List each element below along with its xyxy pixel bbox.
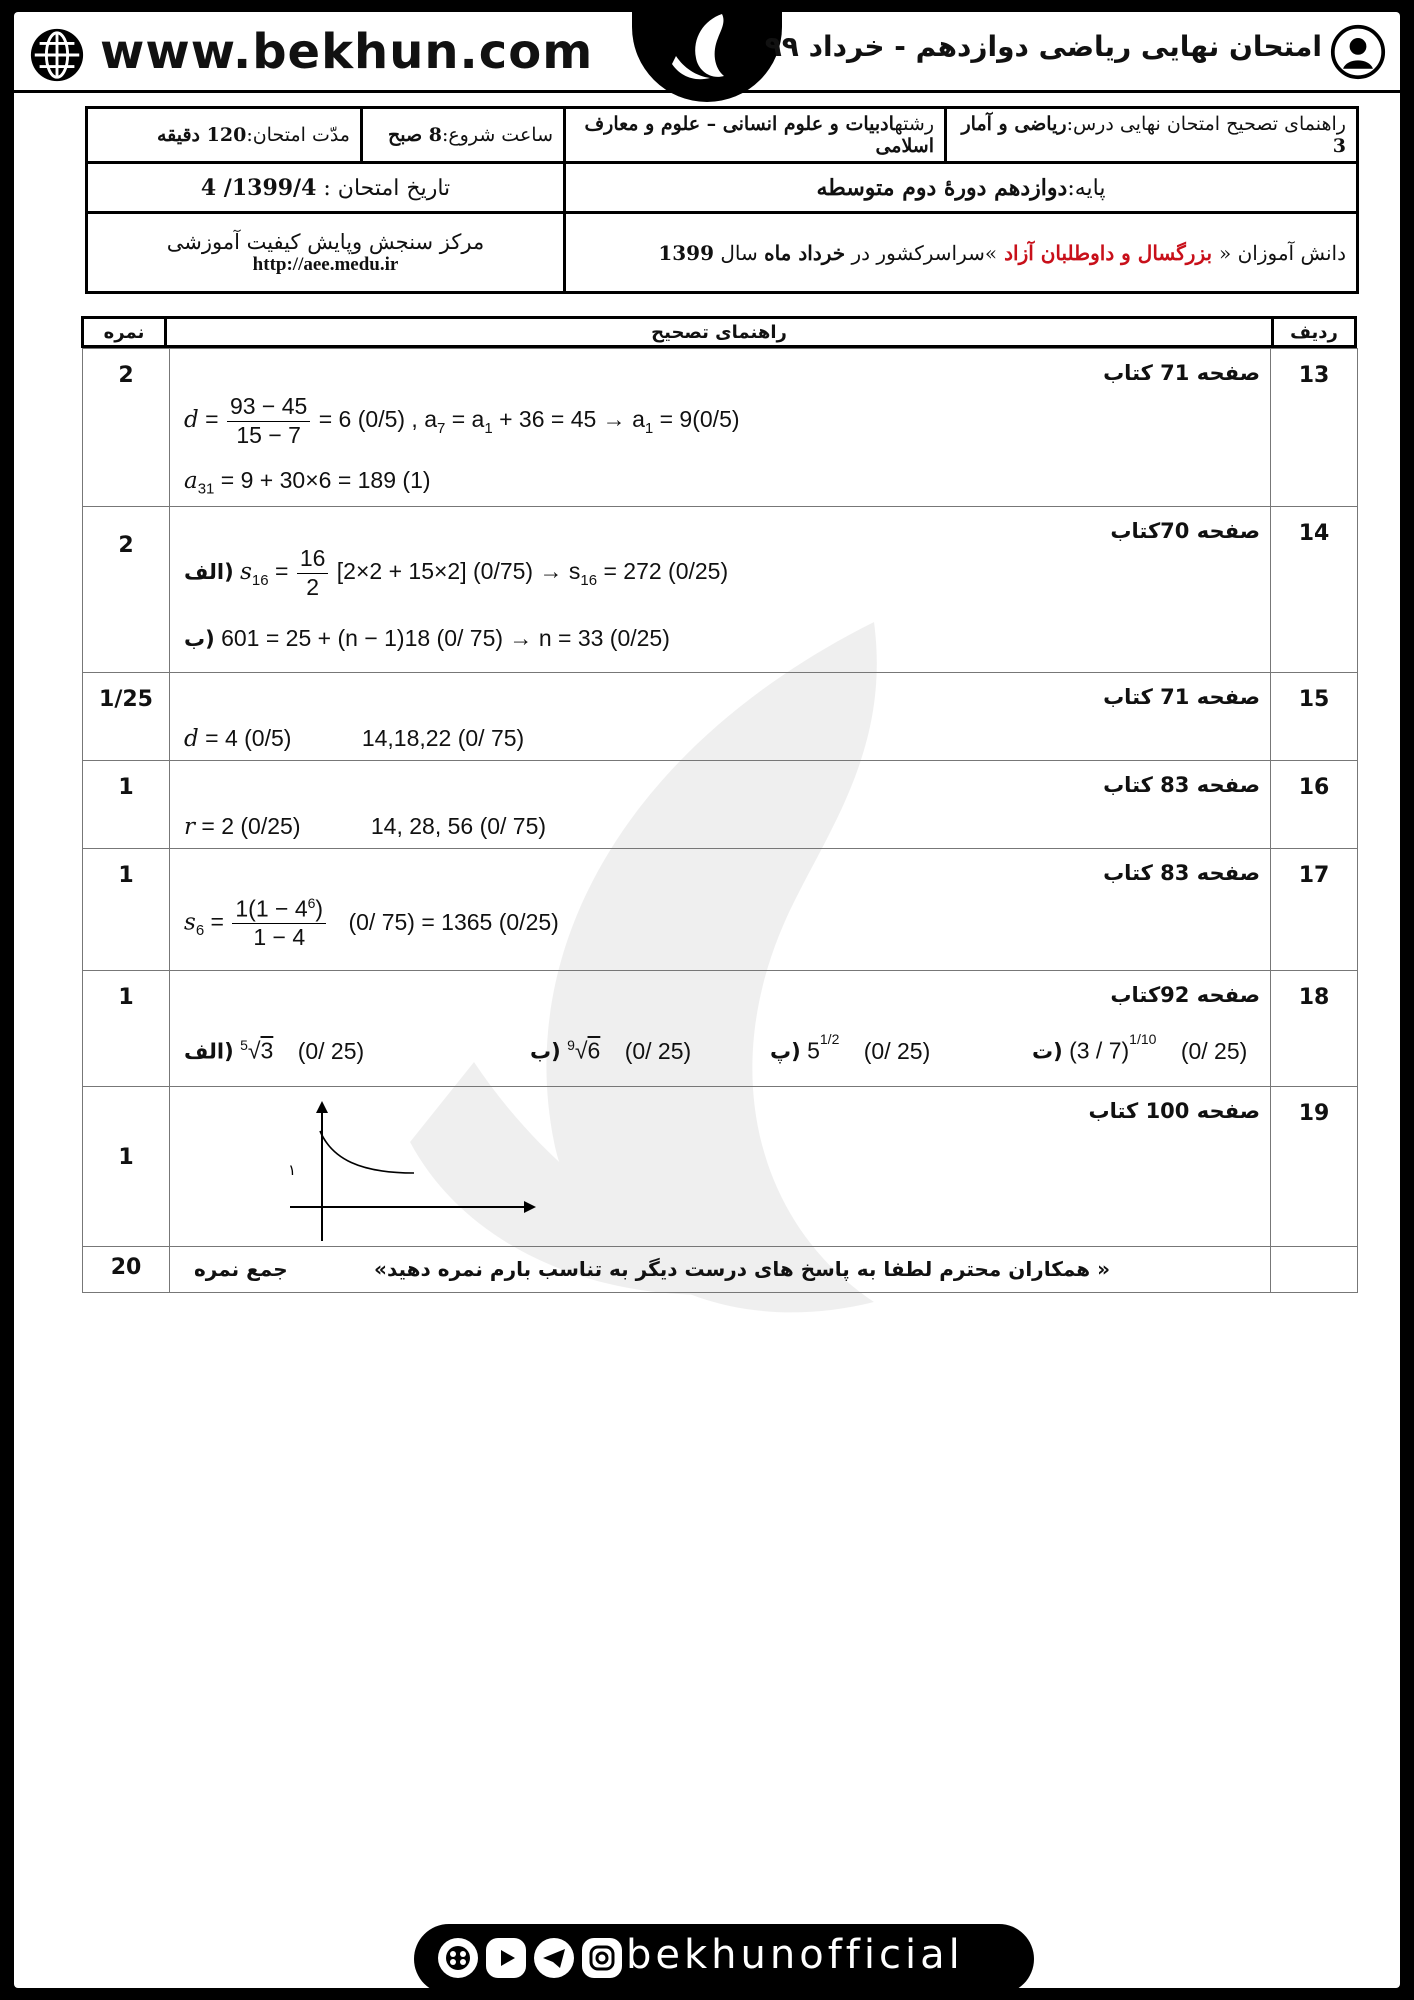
column-header (81, 316, 1357, 348)
globe-icon (28, 26, 86, 84)
frac-num: 16 (297, 545, 329, 574)
row-body (170, 349, 1271, 507)
part-label: (الف (184, 1039, 234, 1064)
youtube-icon[interactable] (486, 1938, 526, 1978)
math-item: (ب $^9$√6 (0/ 25) (530, 1037, 692, 1064)
row-body (170, 507, 1271, 673)
power-exp: 1/2 (819, 1031, 840, 1047)
math-item (770, 1031, 931, 1065)
table-row (83, 849, 1358, 971)
power-base: (3 / 7) (1069, 1037, 1130, 1064)
col-score: نمره (83, 318, 166, 347)
decay-curve (320, 1131, 414, 1173)
row-number: 13 (1271, 349, 1358, 507)
frac-num-close: ) (315, 895, 324, 922)
social-handle[interactable]: bekhunofficial (626, 1932, 964, 1978)
brand-logo (632, 12, 782, 102)
table-row (83, 673, 1358, 761)
row-body (170, 1087, 1271, 1247)
math-text: (0/ 25) (1180, 1037, 1248, 1064)
date-label: تاریخ امتحان : (323, 175, 451, 201)
radicand: 6 (587, 1037, 601, 1064)
row-body (170, 673, 1271, 761)
math-text: + 36 = 45 → a (499, 406, 645, 433)
exponential-graph (280, 1095, 550, 1243)
row-number: 16 (1271, 761, 1358, 849)
col-row: ردیف (1273, 318, 1356, 347)
math-text: 601 = 25 + (n − 1)18 (0/ 75) → n = 33 (0/25) (221, 625, 670, 651)
x-axis-arrow-icon (524, 1201, 536, 1213)
table-row (83, 971, 1358, 1087)
root-index: 9 (567, 1037, 575, 1053)
course-name: ریاضی و آمار 3 (961, 113, 1346, 157)
math-text: = 6 (0/5) (318, 406, 406, 433)
site-url[interactable]: www.bekhun.com (100, 24, 594, 80)
power-base: 5 (807, 1037, 820, 1064)
total-label: جمع نمره (194, 1257, 288, 1281)
math-line: $s_6$ = $\frac{1(1 - 4^6)}{1 - 4}$ (0/ 75) = 1365 (0/25) (184, 895, 559, 951)
math-text: = a (451, 406, 485, 433)
table-row (83, 349, 1358, 507)
page (14, 12, 1400, 1988)
row-body (170, 849, 1271, 971)
course-cell (946, 108, 1358, 163)
book-ref: صفحه 71 کتاب (1103, 361, 1260, 385)
aparat-icon[interactable] (438, 1938, 478, 1978)
page-title: امتحان نهایی ریاضی دوازدهم - خرداد ۹۹ (764, 30, 1322, 63)
math-line: r = 2 (0/25) 14, 28, 56 (0/ 75) (184, 813, 547, 840)
part-label: (ب (184, 627, 215, 651)
book-ref: صفحه 83 کتاب (1103, 861, 1260, 885)
social-icons (438, 1938, 622, 1978)
row-score: 1 (83, 849, 170, 971)
footer-empty-cell (1271, 1247, 1358, 1293)
row-number: 19 (1271, 1087, 1358, 1247)
math-line (184, 625, 670, 652)
footer-note: « همکاران محترم لطفا به پاسخ های درست دیگر به تناسب بارم نمره دهید» (374, 1257, 1110, 1281)
start-label: ساعت شروع: (441, 124, 553, 146)
power-exp: 1/10 (1129, 1031, 1157, 1047)
grade-cell (565, 163, 1358, 213)
part-label: (الف (184, 560, 234, 585)
frac-num: 93 − 45 (227, 393, 310, 422)
frac-num: 1(1 − 4 (235, 895, 308, 922)
row-score: 1 (83, 971, 170, 1087)
root-index: 5 (240, 1037, 248, 1053)
social-bar (414, 1924, 1034, 1988)
frac-den: 15 − 7 (236, 421, 301, 448)
footer-row (83, 1247, 1358, 1293)
math-line: d = $\frac{93 - 45}{15 - 7}$ = 6 (0/5) , $a_7 = a_1 + 36 = 45 \to a_1 = 9(0/5)$ (184, 393, 740, 448)
total-score: 20 (83, 1247, 170, 1293)
row-score: 1 (83, 1087, 170, 1247)
students-mid: »سراسرکشور در (845, 240, 998, 265)
table-row (83, 507, 1358, 673)
math-text: (0/ 75) = 1365 (0/25) (348, 908, 559, 935)
math-text: (0/ 25) (624, 1037, 692, 1064)
students-cell (565, 213, 1358, 293)
math-item: (الف $^5$√3 (0/ 25) (184, 1037, 365, 1064)
row-number: 14 (1271, 507, 1358, 673)
table-row (83, 1087, 1358, 1247)
students-prefix: دانش آموزان « (1219, 240, 1346, 265)
duration-label: مدّت امتحان: (246, 124, 350, 146)
math-item (1032, 1031, 1248, 1065)
row-number: 17 (1271, 849, 1358, 971)
row-score: 2 (83, 349, 170, 507)
start-time: 8 صبح (387, 124, 442, 146)
part-label: (پ (770, 1039, 801, 1064)
row-body (170, 761, 1271, 849)
math-text: 14,18,22 (0/ 75) (361, 725, 525, 751)
row-number: 15 (1271, 673, 1358, 761)
book-ref: صفحه 92کتاب (1110, 983, 1260, 1007)
math-text: = 9(0/5) (659, 406, 740, 433)
exam-date: 1399/4/ 4 (200, 174, 317, 201)
center-url[interactable]: http://aee.medu.ir (252, 253, 399, 275)
part-label: (ت (1032, 1039, 1063, 1064)
col-guide: راهنمای تصحیح (166, 318, 1273, 347)
math-text: , a (411, 406, 437, 433)
y-axis-arrow-icon (316, 1101, 328, 1113)
radicand: 3 (260, 1037, 274, 1064)
row-number: 18 (1271, 971, 1358, 1087)
math-text: [2×2 + 15×2] (0/75) → s (336, 558, 581, 585)
field-cell (565, 108, 946, 163)
start-cell (362, 108, 565, 163)
answers-table (82, 348, 1358, 1293)
table-row (83, 761, 1358, 849)
book-ref: صفحه 71 کتاب (1103, 685, 1260, 709)
row-score: 2 (83, 507, 170, 673)
frac-den: 2 (306, 573, 319, 600)
brand-logo-icon (662, 12, 752, 90)
row-body (170, 971, 1271, 1087)
math-text: = 9 + 30×6 = 189 (1) (220, 467, 431, 493)
duration-cell (87, 108, 362, 163)
center-cell (87, 213, 565, 293)
students-group: بزرگسال و داوطلبان آزاد (997, 240, 1220, 265)
math-text: 14, 28, 56 (0/ 75) (370, 813, 547, 839)
instagram-icon[interactable] (582, 1938, 622, 1978)
math-line: $a_{31} = 9 + 30\times 6 = 189$ (1) (184, 467, 431, 498)
date-cell (87, 163, 565, 213)
graph-y-label: ۱ (287, 1161, 296, 1179)
math-text: (0/ 25) (863, 1037, 931, 1064)
students-month: خرداد ماه (764, 240, 846, 265)
exam-info-table (85, 106, 1359, 294)
book-ref: صفحه 100 کتاب (1088, 1099, 1260, 1123)
field-name: ادبیات و علوم انسانی – علوم و معارف اسلامی (584, 113, 934, 157)
top-header (14, 12, 1400, 93)
row-score: 1/25 (83, 673, 170, 761)
math-text: = 2 (0/25) (201, 813, 301, 839)
students-year-label: سال (714, 240, 765, 265)
user-icon[interactable] (1330, 24, 1386, 80)
grade-label: پایه: (1067, 175, 1106, 201)
book-ref: صفحه 83 کتاب (1103, 773, 1260, 797)
students-year: 1399 (658, 240, 714, 265)
math-text: = 272 (0/25) (603, 558, 729, 585)
guide-label: راهنمای تصحیح امتحان نهایی درس: (1066, 113, 1346, 135)
center-name: مرکز سنجش وپایش کیفیت آموزشی (166, 229, 485, 254)
telegram-icon[interactable] (534, 1938, 574, 1978)
math-text: (0/ 25) (297, 1037, 365, 1064)
part-label: (ب (530, 1039, 561, 1064)
field-label: رشته (894, 113, 934, 135)
duration-value: 120 دقیقه (156, 124, 247, 146)
frac-den: 1 − 4 (253, 924, 306, 951)
footer-note-cell (170, 1247, 1271, 1293)
math-line: d = 4 (0/5) 14,18,22 (0/ 75) (184, 725, 525, 752)
math-text: = 4 (0/5) (205, 725, 292, 751)
math-line: (الف $s_{16}$ = $\frac{16}{2}$ [2×2 + 15×2] $(0/75) \to s_{16} = 272$ (0/25) (184, 545, 729, 600)
grade-value: دوازدهم دورۀ دوم متوسطه (816, 174, 1068, 201)
book-ref: صفحه 70کتاب (1110, 519, 1260, 543)
row-score: 1 (83, 761, 170, 849)
